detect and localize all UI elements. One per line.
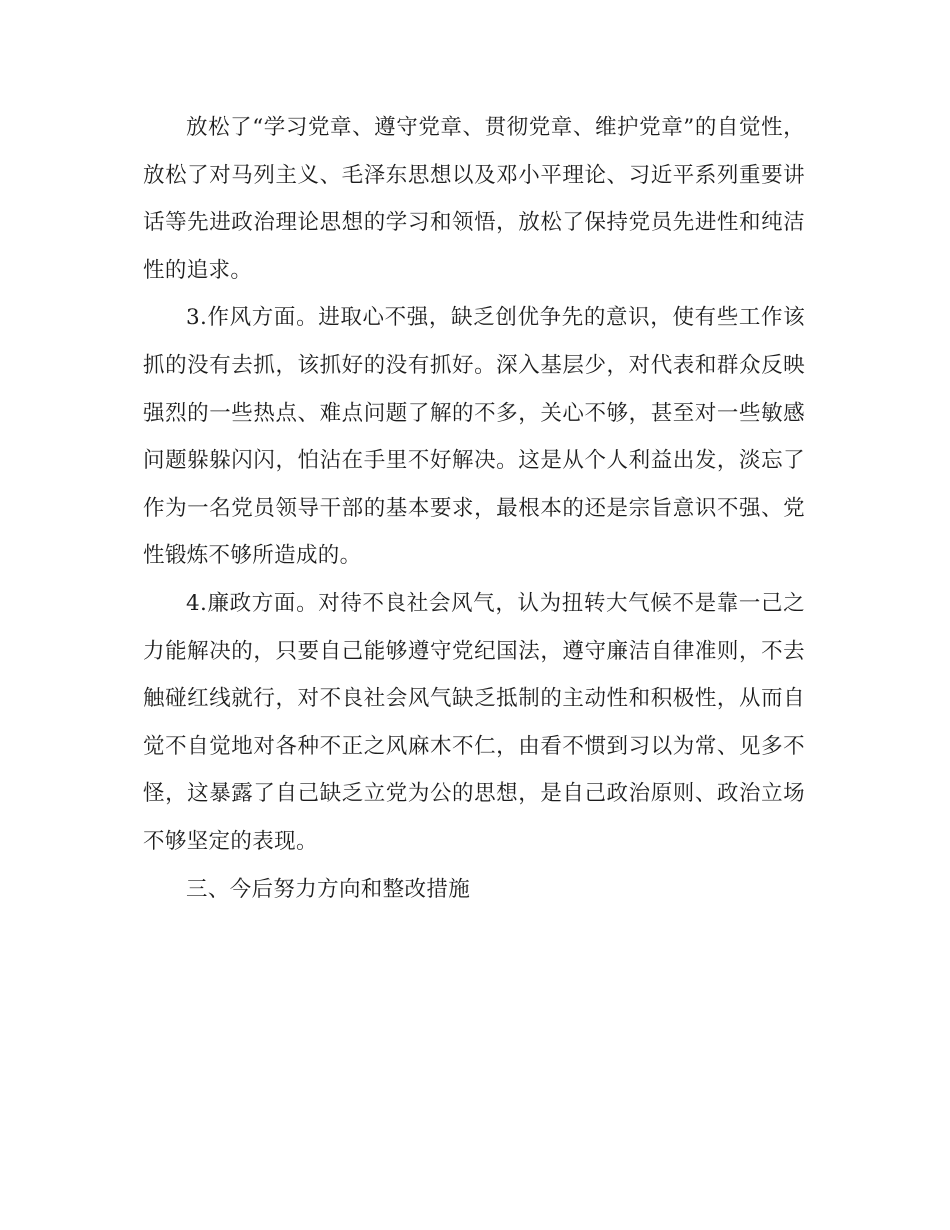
paragraph-work-style: 3.作风方面。进取心不强，缺乏创优争先的意识，使有些工作该抓的没有去抓，该抓好的没有抓好。深入基层少，对代表和群众反映强烈的一些热点、难点问题了解的不多，关心不够，甚至对一些敏感问题躲躲闪闪，怕沾在手里不好解决。这是从个人利益出发，淡忘了作为一名党员领导干部的基本要求，最根本的还是宗旨意识不强、党性锻炼不够所造成的。 [143,305,805,569]
paragraph-integrity: 4.廉政方面。对待不良社会风气，认为扭转大气候不是靠一己之力能解决的，只要自己能够遵守党纪国法，遵守廉洁自律准则，不去触碰红线就行，对不良社会风气缺乏抵制的主动性和积极性，从而自觉不自觉地对各种不正之风麻木不仁，由看不惯到习以为常、见多不怪，这暴露了自己缺乏立党为公的思想，是自己政治原则、政治立场不够坚定的表现。 [143,590,805,854]
paragraph-self-awareness: 放松了“学习党章、遵守党章、贯彻党章、维护党章”的自觉性，放松了对马列主义、毛泽东思想以及邓小平理论、习近平系列重要讲话等先进政治理论思想的学习和领悟，放松了保持党员先进性和纯洁性的追求。 [143,115,805,283]
document-body [143,104,805,913]
section-heading: 三、今后努力方向和整改措施 [186,876,471,902]
